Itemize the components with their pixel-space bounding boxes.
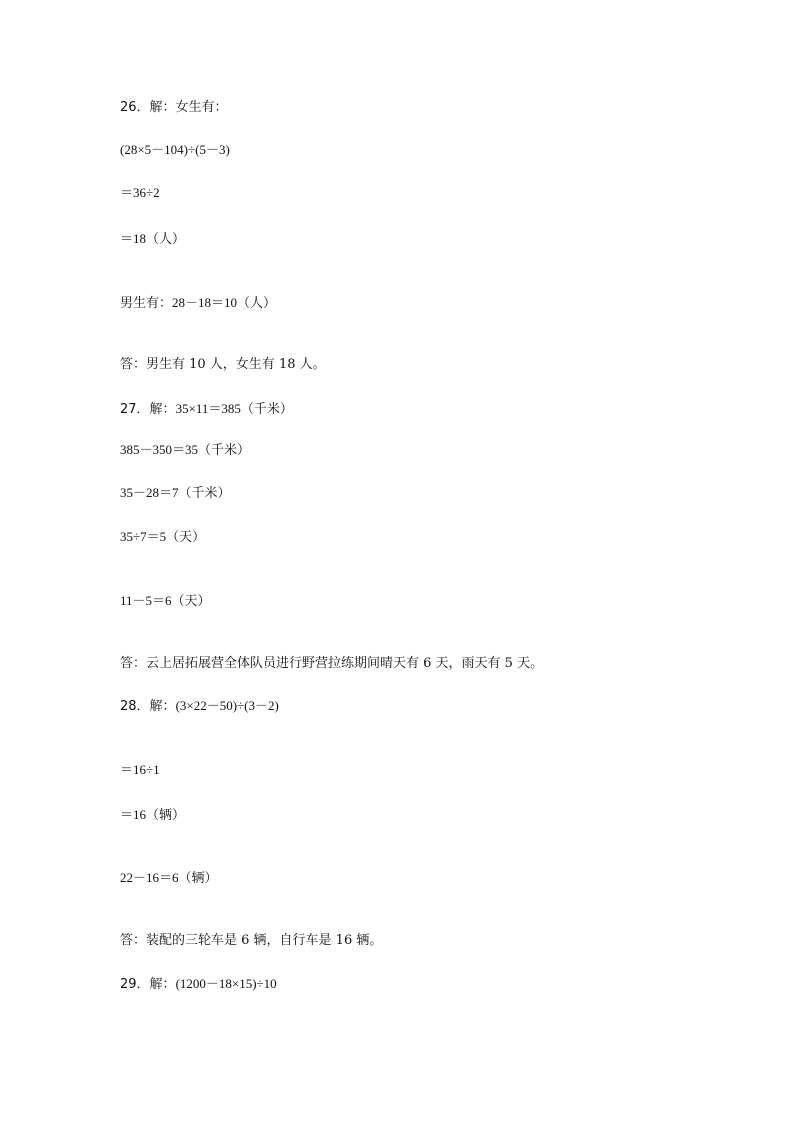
q27-label: 解： <box>149 402 176 417</box>
q27-step-3: 35－28＝7（千米） <box>120 485 231 500</box>
q26-step-1: (28×5－104)÷(5－3) <box>120 142 230 157</box>
q28-label: 解： <box>149 699 176 714</box>
q27-step-5: 11－5＝6（天） <box>120 593 211 608</box>
q26-answer: 答：男生有 10 人，女生有 18 人。 <box>120 357 326 372</box>
q28-step-2: ＝16÷1 <box>120 762 160 777</box>
q28-number: 28． <box>120 699 150 714</box>
q29-step-1: (1200－18×15)÷10 <box>175 976 277 991</box>
q28-step-1: (3×22－50)÷(3－2) <box>175 698 279 713</box>
q28-step-4: 22－16＝6（辆） <box>120 870 218 885</box>
q27-step-1: 35×11＝385（千米） <box>175 401 293 416</box>
q29-heading <box>120 975 277 994</box>
q27-answer: 答：云上居拓展营全体队员进行野营拉练期间晴天有 6 天，雨天有 5 天。 <box>120 656 544 671</box>
q26-heading <box>120 99 228 117</box>
q26-step-3: ＝18（人） <box>120 231 186 246</box>
q26-step-2: ＝36÷2 <box>120 185 160 200</box>
q27-step-4: 35÷7＝5（天） <box>120 529 206 544</box>
q26-boys-math: 28－18＝10（人） <box>172 295 277 310</box>
q29-label: 解： <box>149 977 176 992</box>
q27-heading <box>120 400 293 419</box>
q29-number: 29． <box>120 977 150 992</box>
q26-title: 解：女生有： <box>149 100 228 115</box>
q28-answer: 答：装配的三轮车是 6 辆，自行车是 16 辆。 <box>120 933 383 948</box>
q26-boys <box>120 294 276 313</box>
q26-boys-label: 男生有： <box>120 296 173 311</box>
q27-step-2: 385－350＝35（千米） <box>120 442 251 457</box>
q28-step-3: ＝16（辆） <box>120 807 186 822</box>
q27-number: 27． <box>120 402 150 417</box>
q26-number: 26． <box>120 100 150 115</box>
q28-heading <box>120 697 279 716</box>
